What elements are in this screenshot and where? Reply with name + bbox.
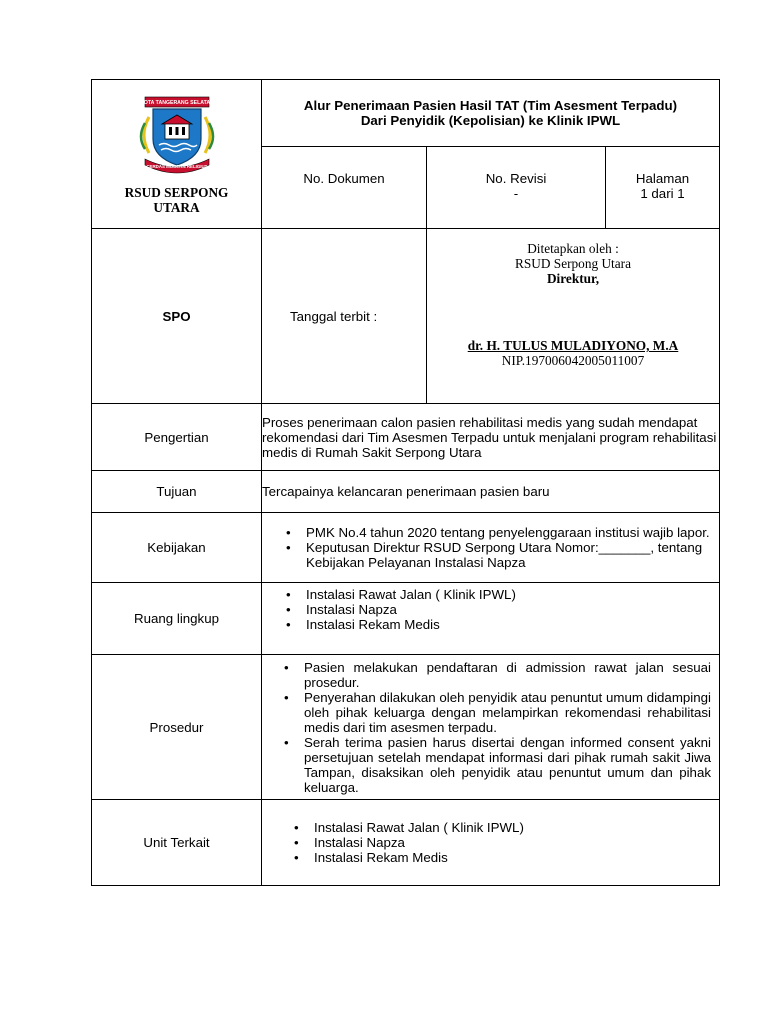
logo-cell	[92, 80, 262, 229]
prosedur-item: • Penyerahan dilakukan oleh penyidik atau penuntut umum didampingi oleh pihak keluarga dengan melampirkan rekomendasi rehabilitasi medis dari tim asesmen terpadu.	[304, 690, 711, 735]
hospital-name-line2: UTARA	[153, 200, 200, 215]
signature-block	[427, 229, 720, 404]
unit-terkait-item: • Instalasi Rekam Medis	[314, 850, 719, 865]
logo-ribbon-text: CERDAS MODERN RELIGIUS	[145, 164, 208, 169]
spo-label: SPO	[92, 229, 262, 404]
tanggal-terbit-label: Tanggal terbit :	[262, 229, 427, 404]
ditetapkan-text: Ditetapkan oleh :	[527, 241, 619, 256]
position-text: Direktur,	[546, 271, 600, 286]
institution-text: RSUD Serpong Utara	[515, 256, 631, 271]
document-title-line2: Dari Penyidik (Kepolisian) ke Klinik IPWL	[360, 113, 621, 128]
unit-terkait-item: • Instalasi Rawat Jalan ( Klinik IPWL)	[314, 820, 719, 835]
prosedur-content	[262, 655, 720, 800]
document-title-line1: Alur Penerimaan Pasien Hasil TAT (Tim Asesment Terpadu)	[303, 98, 678, 113]
document-title	[262, 80, 720, 147]
ruang-lingkup-item: • Instalasi Rawat Jalan ( Klinik IPWL)	[306, 587, 719, 602]
prosedur-label: Prosedur	[92, 655, 262, 800]
director-name: dr. H. TULUS MULADIYONO, M.A	[467, 338, 679, 353]
tujuan-text: Tercapainya kelancaran penerimaan pasien baru	[262, 471, 720, 513]
prosedur-item: • Serah terima pasien harus disertai dengan informed consent yakni persetujuan setelah mendapat informasi dari pihak rumah sakit Jiwa Tampan, disaksikan oleh penyidik atau penuntut umum dan pihak keluarga.	[304, 735, 711, 795]
ruang-lingkup-item: • Instalasi Rekam Medis	[306, 617, 719, 632]
halaman-value: 1 dari 1	[640, 186, 685, 201]
hospital-name-line1: RSUD SERPONG	[124, 185, 229, 200]
ruang-lingkup-content	[262, 583, 720, 655]
tujuan-label: Tujuan	[92, 471, 262, 513]
halaman-label: Halaman	[635, 171, 690, 186]
pengertian-text: Proses penerimaan calon pasien rehabilitasi medis yang sudah mendapat rekomendasi dari Tim Asesmen Terpadu untuk menjalani program rehabilitasi medis di Rumah Sakit Serpong Utara	[262, 404, 720, 471]
logo-top-text: KOTA TANGERANG SELATAN	[139, 100, 214, 107]
spo-table	[91, 79, 720, 886]
unit-terkait-content	[262, 800, 720, 886]
no-revisi-label: No. Revisi	[485, 171, 547, 186]
no-dokumen-cell	[262, 147, 427, 229]
kebijakan-item: • PMK No.4 tahun 2020 tentang penyelenggaraan institusi wajib lapor.	[306, 525, 719, 540]
no-revisi-value: -	[513, 186, 519, 201]
unit-terkait-label: Unit Terkait	[92, 800, 262, 886]
city-emblem-logo	[131, 95, 223, 175]
no-revisi-cell	[427, 147, 606, 229]
kebijakan-item: • Keputusan Direktur RSUD Serpong Utara Nomor:_______, tentang Kebijakan Pelayanan Instalasi Napza	[306, 540, 719, 570]
kebijakan-label: Kebijakan	[92, 513, 262, 583]
hospital-name	[92, 185, 261, 215]
no-dokumen-label: No. Dokumen	[303, 171, 385, 186]
director-nip: NIP.197006042005011007	[501, 353, 645, 368]
unit-terkait-item: • Instalasi Napza	[314, 835, 719, 850]
ruang-lingkup-label: Ruang lingkup	[92, 583, 262, 655]
halaman-cell	[606, 147, 720, 229]
prosedur-item: • Pasien melakukan pendaftaran di admission rawat jalan sesuai prosedur.	[304, 660, 711, 690]
ruang-lingkup-item: • Instalasi Napza	[306, 602, 719, 617]
pengertian-label: Pengertian	[92, 404, 262, 471]
kebijakan-content	[262, 513, 720, 583]
